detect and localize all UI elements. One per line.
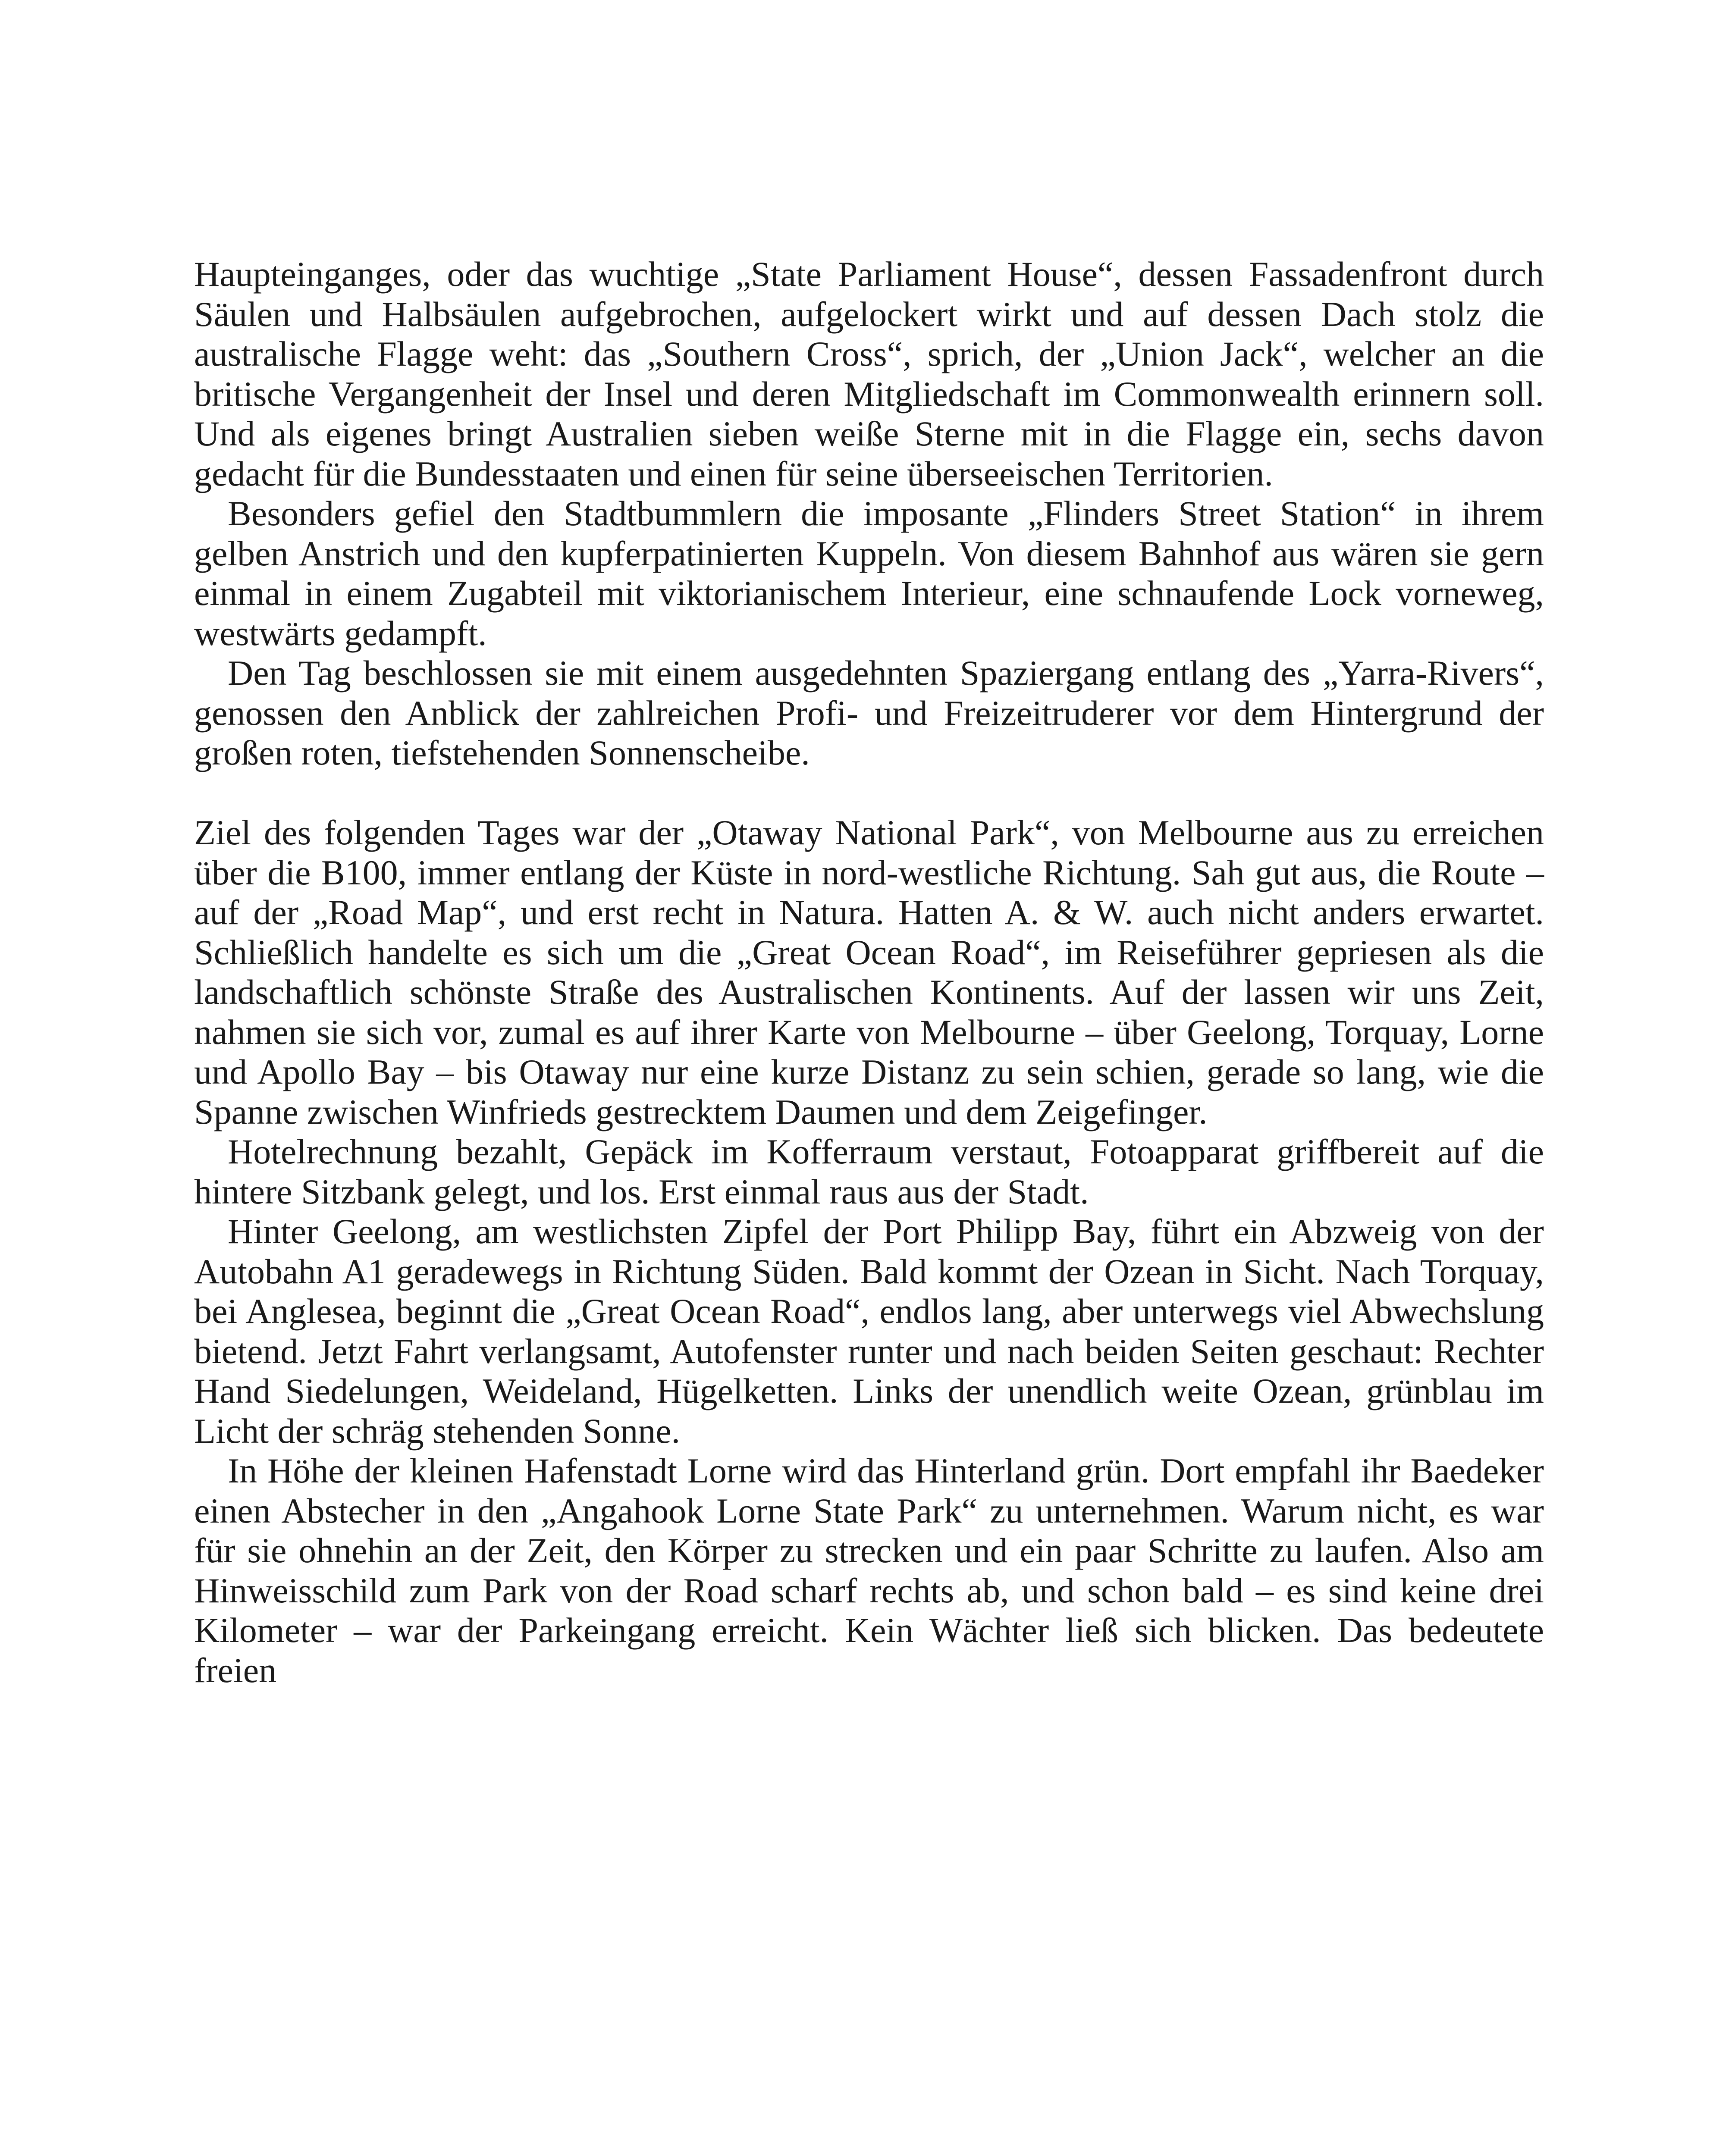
section-break bbox=[194, 773, 1544, 813]
paragraph-lorne: In Höhe der kleinen Hafenstadt Lorne wird das Hinterland grün. Dort empfahl ihr Baedeker einen Abstecher in den „Angahook Lorne State Park“ zu unternehmen. Warum nicht, es war für sie ohnehin an der Zeit, den Körper zu strecken und ein paar Schritte zu laufen. Also am Hinweisschild zum Park von der Road scharf rechts ab, und schon bald – es sind keine drei Kilometer – war der Parkeingang erreicht. Kein Wächter ließ sich blicken. Das bedeutete freien bbox=[194, 1451, 1544, 1690]
paragraph-continuation: Haupteinganges, oder das wuchtige „State Parliament House“, dessen Fassadenfront durch Säulen und Halbsäulen aufgebrochen, aufgelockert wirkt und auf dessen Dach stolz die australische Flagge weht: das „Southern Cross“, sprich, der „Union Jack“, welcher an die britische Vergangenheit der Insel und deren Mitgliedschaft im Commonwealth erinnern soll. Und als eigenes bringt Australien sieben weiße Sterne mit in die Flagge ein, sechs davon gedacht für die Bundesstaaten und einen für seine überseeischen Territorien. bbox=[194, 254, 1544, 493]
paragraph-geelong: Hinter Geelong, am westlichsten Zipfel der Port Philipp Bay, führt ein Abzweig von der Autobahn A1 geradewegs in Richtung Süden. Bald kommt der Ozean in Sicht. Nach Torquay, bei Anglesea, beginnt die „Great Ocean Road“, endlos lang, aber unterwegs viel Abwechslung bietend. Jetzt Fahrt verlangsamt, Autofenster runter und nach beiden Seiten geschaut: Rechter Hand Siedelungen, Weideland, Hügelketten. Links der unendlich weite Ozean, grünblau im Licht der schräg stehenden Sonne. bbox=[194, 1212, 1544, 1451]
paragraph-hotel: Hotelrechnung bezahlt, Gepäck im Kofferraum verstaut, Fotoapparat griffbereit auf die hintere Sitzbank gelegt, und los. Erst einmal raus aus der Stadt. bbox=[194, 1132, 1544, 1211]
page-body bbox=[194, 254, 1544, 1690]
paragraph-otaway-park: Ziel des folgenden Tages war der „Otaway National Park“, von Melbourne aus zu erreichen über die B100, immer entlang der Küste in nord-westliche Richtung. Sah gut aus, die Route – auf der „Road Map“, und erst recht in Natura. Hatten A. & W. auch nicht anders erwartet. Schließlich handelte es sich um die „Great Ocean Road“, im Reiseführer gepriesen als die landschaftlich schönste Straße des Australischen Kontinents. Auf der lassen wir uns Zeit, nahmen sie sich vor, zumal es auf ihrer Karte von Melbourne – über Geelong, Torquay, Lorne und Apollo Bay – bis Otaway nur eine kurze Distanz zu sein schien, gerade so lang, wie die Spanne zwischen Winfrieds gestrecktem Daumen und dem Zeigefinger. bbox=[194, 813, 1544, 1131]
paragraph-yarra-river: Den Tag beschlossen sie mit einem ausgedehnten Spaziergang entlang des „Yarra-Rivers“, genossen den Anblick der zahlreichen Profi- und Freizeitruderer vor dem Hintergrund der großen roten, tiefstehenden Sonnenscheibe. bbox=[194, 653, 1544, 772]
paragraph-flinders-street: Besonders gefiel den Stadtbummlern die imposante „Flinders Street Station“ in ihrem gelben Anstrich und den kupferpatinierten Kuppeln. Von diesem Bahnhof aus wären sie gern einmal in einem Zugabteil mit viktorianischem Interieur, eine schnaufende Lock vorneweg, westwärts gedampft. bbox=[194, 494, 1544, 653]
